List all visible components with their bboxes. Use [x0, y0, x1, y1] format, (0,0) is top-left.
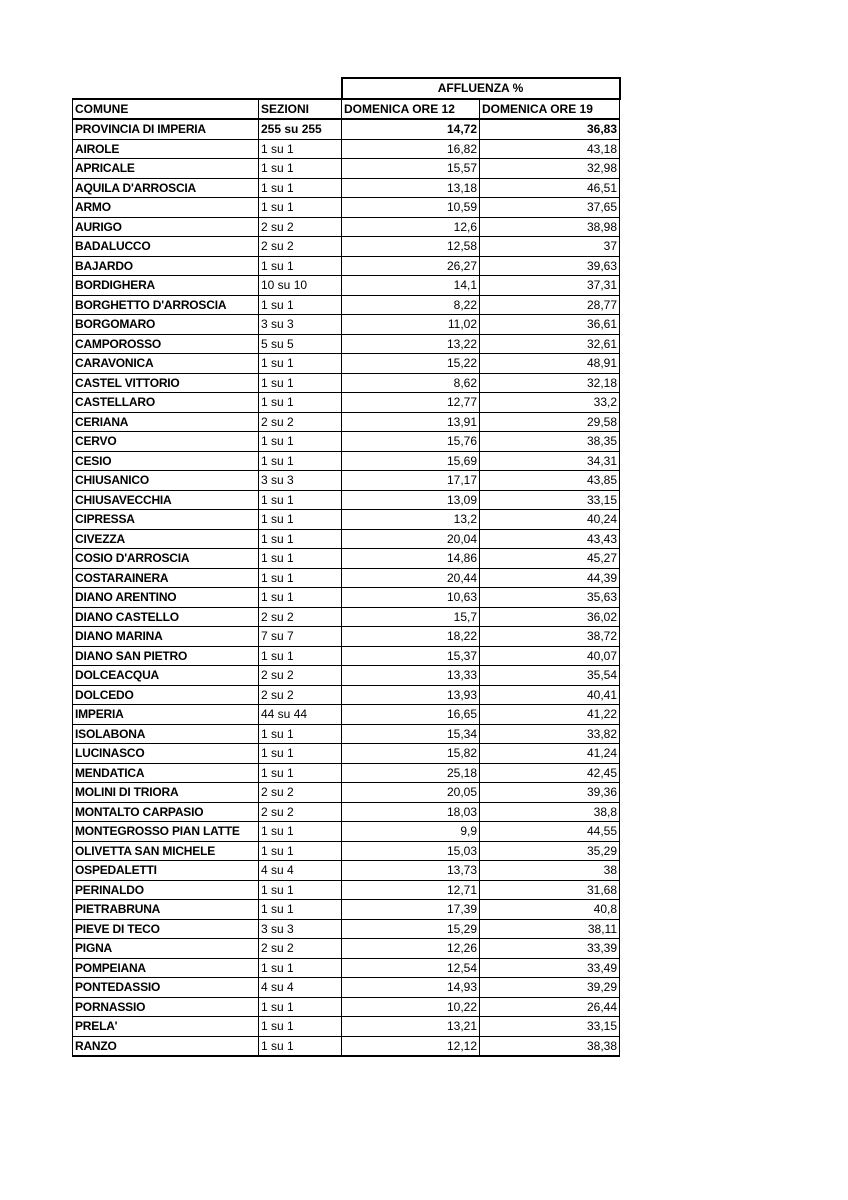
- table-row: [73, 412, 620, 432]
- table-row: [73, 490, 620, 510]
- table-row: [73, 334, 620, 354]
- cell-ore19: 32,61: [480, 334, 620, 354]
- table-row: [73, 978, 620, 998]
- cell-sezioni: 1 su 1: [259, 354, 342, 374]
- cell-sezioni: 1 su 1: [259, 373, 342, 393]
- cell-sezioni: 1 su 1: [259, 159, 342, 179]
- table-row: [73, 139, 620, 159]
- cell-ore19: 40,41: [480, 685, 620, 705]
- table-row: [73, 880, 620, 900]
- table-row: [73, 841, 620, 861]
- cell-sezioni: 2 su 2: [259, 666, 342, 686]
- cell-sezioni: 3 su 3: [259, 471, 342, 491]
- cell-sezioni: 1 su 1: [259, 724, 342, 744]
- cell-ore12: 15,76: [342, 432, 480, 452]
- cell-comune: APRICALE: [73, 159, 259, 179]
- cell-ore19: 43,18: [480, 139, 620, 159]
- total-row: [73, 119, 620, 139]
- cell-sezioni: 1 su 1: [259, 490, 342, 510]
- table-row: [73, 315, 620, 335]
- cell-sezioni: 2 su 2: [259, 939, 342, 959]
- cell-ore12: 13,73: [342, 861, 480, 881]
- cell-comune: AQUILA D'ARROSCIA: [73, 178, 259, 198]
- cell-sezioni: 1 su 1: [259, 958, 342, 978]
- total-sezioni: 255 su 255: [259, 119, 342, 139]
- table-row: [73, 685, 620, 705]
- cell-ore12: 12,6: [342, 217, 480, 237]
- table-row: [73, 763, 620, 783]
- cell-sezioni: 1 su 1: [259, 997, 342, 1017]
- cell-sezioni: 2 su 2: [259, 685, 342, 705]
- cell-ore12: 13,33: [342, 666, 480, 686]
- cell-ore12: 15,22: [342, 354, 480, 374]
- table-row: [73, 997, 620, 1017]
- cell-comune: BORDIGHERA: [73, 276, 259, 296]
- cell-ore12: 18,03: [342, 802, 480, 822]
- table-row: [73, 646, 620, 666]
- cell-ore12: 17,39: [342, 900, 480, 920]
- cell-comune: MONTALTO CARPASIO: [73, 802, 259, 822]
- table-row: [73, 295, 620, 315]
- table-row: [73, 666, 620, 686]
- table-row: [73, 822, 620, 842]
- cell-sezioni: 1 su 1: [259, 841, 342, 861]
- cell-comune: ISOLABONA: [73, 724, 259, 744]
- cell-ore19: 38,72: [480, 627, 620, 647]
- table-row: [73, 919, 620, 939]
- cell-ore12: 11,02: [342, 315, 480, 335]
- cell-ore12: 12,26: [342, 939, 480, 959]
- cell-ore19: 44,39: [480, 568, 620, 588]
- cell-ore19: 33,49: [480, 958, 620, 978]
- table-row: [73, 607, 620, 627]
- cell-ore19: 38,38: [480, 1036, 620, 1056]
- table-row: [73, 724, 620, 744]
- total-comune: PROVINCIA DI IMPERIA: [73, 119, 259, 139]
- cell-ore19: 46,51: [480, 178, 620, 198]
- cell-ore12: 10,59: [342, 198, 480, 218]
- cell-comune: POMPEIANA: [73, 958, 259, 978]
- cell-ore19: 36,61: [480, 315, 620, 335]
- cell-ore12: 14,1: [342, 276, 480, 296]
- table-row: [73, 783, 620, 803]
- cell-comune: CIVEZZA: [73, 529, 259, 549]
- cell-sezioni: 1 su 1: [259, 510, 342, 530]
- cell-comune: BAJARDO: [73, 256, 259, 276]
- cell-sezioni: 2 su 2: [259, 217, 342, 237]
- table-row: [73, 451, 620, 471]
- cell-sezioni: 1 su 1: [259, 646, 342, 666]
- cell-sezioni: 1 su 1: [259, 432, 342, 452]
- cell-ore19: 43,43: [480, 529, 620, 549]
- cell-sezioni: 1 su 1: [259, 178, 342, 198]
- cell-ore19: 38: [480, 861, 620, 881]
- cell-comune: CIPRESSA: [73, 510, 259, 530]
- cell-sezioni: 1 su 1: [259, 549, 342, 569]
- column-header-ore19: DOMENICA ORE 19: [480, 99, 620, 120]
- cell-ore19: 38,8: [480, 802, 620, 822]
- table-row: [73, 627, 620, 647]
- cell-sezioni: 3 su 3: [259, 919, 342, 939]
- cell-comune: DIANO CASTELLO: [73, 607, 259, 627]
- cell-ore12: 10,63: [342, 588, 480, 608]
- cell-sezioni: 3 su 3: [259, 315, 342, 335]
- cell-ore12: 8,22: [342, 295, 480, 315]
- cell-sezioni: 1 su 1: [259, 139, 342, 159]
- total-ore12: 14,72: [342, 119, 480, 139]
- cell-comune: DIANO MARINA: [73, 627, 259, 647]
- cell-sezioni: 1 su 1: [259, 529, 342, 549]
- cell-ore12: 12,58: [342, 237, 480, 257]
- table-row: [73, 510, 620, 530]
- table-row: [73, 1036, 620, 1056]
- cell-comune: PORNASSIO: [73, 997, 259, 1017]
- cell-sezioni: 2 su 2: [259, 802, 342, 822]
- cell-ore19: 28,77: [480, 295, 620, 315]
- cell-comune: DIANO SAN PIETRO: [73, 646, 259, 666]
- cell-ore12: 15,69: [342, 451, 480, 471]
- affluenza-header: AFFLUENZA %: [342, 78, 620, 99]
- cell-comune: DIANO ARENTINO: [73, 588, 259, 608]
- cell-ore12: 20,05: [342, 783, 480, 803]
- cell-ore19: 41,22: [480, 705, 620, 725]
- cell-ore12: 15,29: [342, 919, 480, 939]
- cell-ore12: 13,09: [342, 490, 480, 510]
- cell-ore12: 16,65: [342, 705, 480, 725]
- table-row: [73, 373, 620, 393]
- cell-ore19: 37: [480, 237, 620, 257]
- cell-sezioni: 1 su 1: [259, 1036, 342, 1056]
- cell-ore19: 37,31: [480, 276, 620, 296]
- cell-ore19: 37,65: [480, 198, 620, 218]
- cell-ore12: 15,37: [342, 646, 480, 666]
- cell-sezioni: 1 su 1: [259, 744, 342, 764]
- cell-ore19: 31,68: [480, 880, 620, 900]
- table-row: [73, 198, 620, 218]
- column-header-row: [73, 99, 620, 120]
- cell-comune: PIETRABRUNA: [73, 900, 259, 920]
- cell-sezioni: 7 su 7: [259, 627, 342, 647]
- cell-ore12: 13,21: [342, 1017, 480, 1037]
- cell-ore19: 41,24: [480, 744, 620, 764]
- cell-ore12: 18,22: [342, 627, 480, 647]
- cell-ore12: 15,82: [342, 744, 480, 764]
- cell-ore12: 20,04: [342, 529, 480, 549]
- table-row: [73, 354, 620, 374]
- cell-comune: ARMO: [73, 198, 259, 218]
- cell-ore12: 16,82: [342, 139, 480, 159]
- table-row: [73, 393, 620, 413]
- cell-ore12: 17,17: [342, 471, 480, 491]
- cell-ore19: 38,98: [480, 217, 620, 237]
- cell-ore19: 45,27: [480, 549, 620, 569]
- cell-ore19: 33,82: [480, 724, 620, 744]
- table-row: [73, 159, 620, 179]
- table-row: [73, 802, 620, 822]
- cell-comune: CASTELLARO: [73, 393, 259, 413]
- cell-ore12: 15,03: [342, 841, 480, 861]
- table-row: [73, 939, 620, 959]
- cell-ore12: 12,77: [342, 393, 480, 413]
- cell-sezioni: 1 su 1: [259, 763, 342, 783]
- cell-comune: BORGOMARO: [73, 315, 259, 335]
- cell-sezioni: 1 su 1: [259, 295, 342, 315]
- cell-ore19: 35,29: [480, 841, 620, 861]
- cell-comune: MENDATICA: [73, 763, 259, 783]
- cell-ore19: 39,29: [480, 978, 620, 998]
- table-row: [73, 744, 620, 764]
- cell-comune: LUCINASCO: [73, 744, 259, 764]
- cell-ore12: 12,71: [342, 880, 480, 900]
- cell-ore19: 43,85: [480, 471, 620, 491]
- cell-ore12: 9,9: [342, 822, 480, 842]
- table-row: [73, 900, 620, 920]
- cell-sezioni: 1 su 1: [259, 880, 342, 900]
- cell-ore12: 14,86: [342, 549, 480, 569]
- cell-comune: MONTEGROSSO PIAN LATTE: [73, 822, 259, 842]
- table-row: [73, 529, 620, 549]
- cell-ore19: 36,02: [480, 607, 620, 627]
- cell-ore19: 33,2: [480, 393, 620, 413]
- column-header-ore12: DOMENICA ORE 12: [342, 99, 480, 120]
- table-row: [73, 588, 620, 608]
- cell-ore12: 13,93: [342, 685, 480, 705]
- cell-sezioni: 1 su 1: [259, 198, 342, 218]
- cell-sezioni: 1 su 1: [259, 822, 342, 842]
- cell-sezioni: 1 su 1: [259, 256, 342, 276]
- cell-ore12: 15,57: [342, 159, 480, 179]
- cell-sezioni: 1 su 1: [259, 588, 342, 608]
- table-row: [73, 568, 620, 588]
- cell-comune: BORGHETTO D'ARROSCIA: [73, 295, 259, 315]
- cell-sezioni: 1 su 1: [259, 568, 342, 588]
- cell-ore12: 14,93: [342, 978, 480, 998]
- cell-ore19: 33,15: [480, 1017, 620, 1037]
- cell-sezioni: 4 su 4: [259, 861, 342, 881]
- cell-ore19: 44,55: [480, 822, 620, 842]
- table-row: [73, 217, 620, 237]
- cell-comune: MOLINI DI TRIORA: [73, 783, 259, 803]
- table-row: [73, 471, 620, 491]
- cell-comune: PRELA': [73, 1017, 259, 1037]
- cell-comune: PONTEDASSIO: [73, 978, 259, 998]
- cell-ore19: 35,63: [480, 588, 620, 608]
- cell-sezioni: 10 su 10: [259, 276, 342, 296]
- table-row: [73, 1017, 620, 1037]
- cell-ore12: 12,12: [342, 1036, 480, 1056]
- cell-comune: IMPERIA: [73, 705, 259, 725]
- cell-sezioni: 44 su 44: [259, 705, 342, 725]
- cell-comune: CARAVONICA: [73, 354, 259, 374]
- cell-sezioni: 2 su 2: [259, 412, 342, 432]
- table-row: [73, 705, 620, 725]
- table-row: [73, 861, 620, 881]
- cell-sezioni: 1 su 1: [259, 1017, 342, 1037]
- table-row: [73, 549, 620, 569]
- cell-sezioni: 1 su 1: [259, 393, 342, 413]
- cell-sezioni: 1 su 1: [259, 451, 342, 471]
- cell-ore12: 13,2: [342, 510, 480, 530]
- cell-ore12: 20,44: [342, 568, 480, 588]
- total-ore19: 36,83: [480, 119, 620, 139]
- cell-ore19: 39,36: [480, 783, 620, 803]
- cell-ore12: 12,54: [342, 958, 480, 978]
- cell-comune: OSPEDALETTI: [73, 861, 259, 881]
- cell-comune: CERVO: [73, 432, 259, 452]
- cell-ore19: 48,91: [480, 354, 620, 374]
- group-header-row: [73, 78, 620, 99]
- cell-comune: COSIO D'ARROSCIA: [73, 549, 259, 569]
- table-row: [73, 432, 620, 452]
- column-header-comune: COMUNE: [73, 99, 259, 120]
- cell-ore12: 26,27: [342, 256, 480, 276]
- cell-ore12: 13,22: [342, 334, 480, 354]
- cell-comune: CASTEL VITTORIO: [73, 373, 259, 393]
- cell-ore19: 40,8: [480, 900, 620, 920]
- cell-comune: DOLCEACQUA: [73, 666, 259, 686]
- cell-ore19: 35,54: [480, 666, 620, 686]
- cell-comune: CERIANA: [73, 412, 259, 432]
- table-row: [73, 276, 620, 296]
- cell-ore12: 10,22: [342, 997, 480, 1017]
- column-header-sezioni: SEZIONI: [259, 99, 342, 120]
- cell-ore12: 13,91: [342, 412, 480, 432]
- cell-ore19: 34,31: [480, 451, 620, 471]
- cell-comune: CAMPOROSSO: [73, 334, 259, 354]
- cell-comune: AIROLE: [73, 139, 259, 159]
- cell-comune: PERINALDO: [73, 880, 259, 900]
- table-row: [73, 178, 620, 198]
- cell-comune: AURIGO: [73, 217, 259, 237]
- cell-ore19: 32,18: [480, 373, 620, 393]
- cell-ore19: 26,44: [480, 997, 620, 1017]
- table-row: [73, 237, 620, 257]
- cell-comune: PIGNA: [73, 939, 259, 959]
- cell-ore19: 40,24: [480, 510, 620, 530]
- cell-ore19: 38,35: [480, 432, 620, 452]
- cell-comune: CHIUSAVECCHIA: [73, 490, 259, 510]
- cell-comune: CHIUSANICO: [73, 471, 259, 491]
- cell-sezioni: 2 su 2: [259, 237, 342, 257]
- cell-ore19: 38,11: [480, 919, 620, 939]
- cell-ore12: 13,18: [342, 178, 480, 198]
- cell-ore19: 39,63: [480, 256, 620, 276]
- cell-ore19: 40,07: [480, 646, 620, 666]
- cell-comune: COSTARAINERA: [73, 568, 259, 588]
- cell-ore19: 42,45: [480, 763, 620, 783]
- cell-ore12: 15,34: [342, 724, 480, 744]
- cell-ore19: 33,39: [480, 939, 620, 959]
- cell-sezioni: 2 su 2: [259, 783, 342, 803]
- turnout-table: [72, 77, 621, 1057]
- table-row: [73, 958, 620, 978]
- cell-comune: DOLCEDO: [73, 685, 259, 705]
- cell-sezioni: 1 su 1: [259, 900, 342, 920]
- table-row: [73, 256, 620, 276]
- cell-comune: CESIO: [73, 451, 259, 471]
- cell-ore12: 8,62: [342, 373, 480, 393]
- cell-sezioni: 4 su 4: [259, 978, 342, 998]
- cell-comune: BADALUCCO: [73, 237, 259, 257]
- cell-ore19: 33,15: [480, 490, 620, 510]
- cell-sezioni: 5 su 5: [259, 334, 342, 354]
- cell-ore12: 25,18: [342, 763, 480, 783]
- cell-comune: RANZO: [73, 1036, 259, 1056]
- cell-ore19: 32,98: [480, 159, 620, 179]
- cell-comune: OLIVETTA SAN MICHELE: [73, 841, 259, 861]
- cell-ore12: 15,7: [342, 607, 480, 627]
- cell-ore19: 29,58: [480, 412, 620, 432]
- cell-comune: PIEVE DI TECO: [73, 919, 259, 939]
- cell-sezioni: 2 su 2: [259, 607, 342, 627]
